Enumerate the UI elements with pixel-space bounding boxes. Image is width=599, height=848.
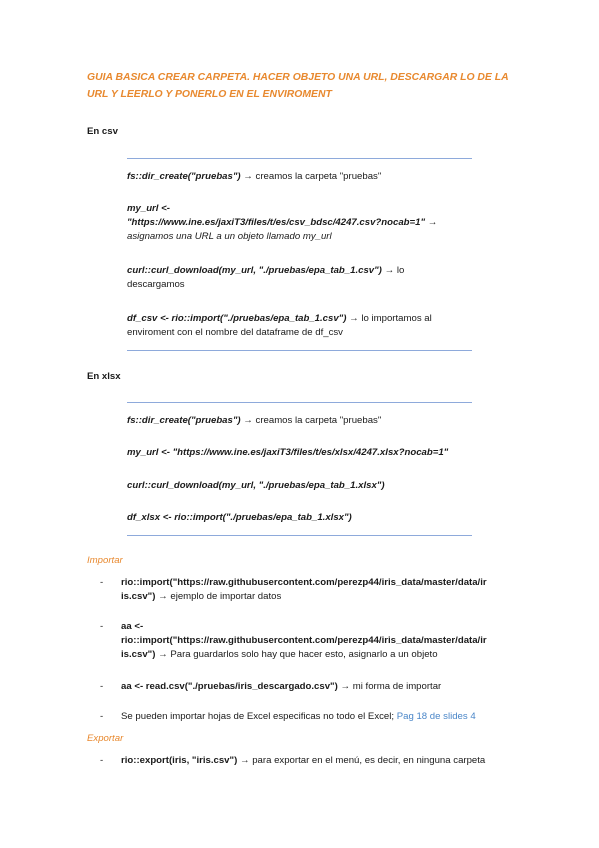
code-text: aa <- read.csv("./pruebas/iris_descargado.csv") (121, 681, 338, 692)
importar-item-2 (100, 620, 520, 662)
csv-top-rule (127, 158, 472, 159)
bullet-dash: - (100, 681, 104, 692)
description-text: lo (396, 265, 405, 276)
code-text: "https://www.ine.es/jaxiT3/files/t/es/csv_bdsc/4247.csv?nocab=1" (127, 216, 426, 228)
code-text: fs::dir_create("pruebas") (127, 171, 241, 182)
bullet-dash: - (100, 577, 104, 588)
bullet-dash: - (100, 621, 104, 632)
csv-line-4 (127, 312, 467, 340)
code-text: df_xlsx <- rio::import("./pruebas/epa_tab_1.xlsx") (127, 512, 352, 523)
csv-bottom-rule (127, 350, 472, 351)
description-text: lo importamos al (361, 313, 432, 324)
exportar-item-1 (100, 754, 520, 768)
code-text: fs::dir_create("pruebas") (127, 415, 241, 426)
arrow-icon: → (384, 265, 395, 276)
csv-heading: En csv (87, 126, 118, 137)
csv-line-1 (127, 170, 467, 184)
document-title: GUIA BASICA CREAR CARPETA. HACER OBJETO UNA URL, DESCARGAR LO DE LA URL Y LEERLO Y PONERLO EN EL ENVIROMENT (87, 72, 509, 100)
slides-link[interactable]: Pag 18 de slides 4 (396, 711, 476, 722)
xlsx-bottom-rule (127, 535, 472, 536)
description-text: mi forma de importar (352, 681, 442, 692)
code-text: aa <- (121, 621, 144, 632)
description-text: creamos la carpeta "pruebas" (255, 415, 382, 426)
code-text: curl::curl_download(my_url, "./pruebas/epa_tab_1.xlsx") (127, 480, 385, 491)
arrow-icon: → (243, 171, 253, 182)
arrow-icon: → (158, 648, 168, 660)
csv-line-3 (127, 264, 467, 292)
code-text: my_url <- "https://www.ine.es/jaxiT3/files/t/es/xlsx/4247.xlsx?nocab=1" (127, 447, 449, 458)
xlsx-line-2 (127, 446, 477, 460)
xlsx-heading: En xlsx (87, 371, 121, 382)
arrow-icon: → (340, 681, 351, 692)
exportar-label: Exportar (87, 733, 124, 744)
xlsx-line-3 (127, 479, 467, 493)
arrow-icon: → (427, 216, 438, 228)
xlsx-line-4 (127, 511, 467, 525)
description-text: enviroment con el nombre del dataframe de df_csv (127, 326, 343, 338)
description-text: Se pueden importar hojas de Excel especificas no todo el Excel; (121, 711, 395, 722)
csv-line-2 (127, 202, 467, 244)
description-text: para exportar en el menú, es decir, en ninguna carpeta (252, 755, 486, 766)
xlsx-line-1 (127, 414, 467, 428)
description-text: Para guardarlos solo hay que hacer esto, asignarlo a un objeto (170, 648, 438, 660)
code-text: my_url <- (127, 203, 170, 214)
description-text: ejemplo de importar datos (170, 590, 282, 602)
description-text: creamos la carpeta "pruebas" (255, 171, 382, 182)
importar-label: Importar (87, 555, 123, 566)
code-text: is.csv") (121, 648, 156, 660)
xlsx-top-rule (127, 402, 472, 403)
bullet-dash: - (100, 755, 104, 766)
code-text: rio::import("https://raw.githubusercontent.com/perezp44/iris_data/master/data/ir (121, 577, 487, 588)
description-text: asignamos una URL a un objeto llamado my_url (127, 230, 332, 242)
arrow-icon: → (239, 755, 250, 766)
importar-item-1 (100, 576, 520, 604)
importar-item-4 (100, 710, 520, 724)
code-text: df_csv <- rio::import("./pruebas/epa_tab_1.csv") (127, 313, 347, 324)
arrow-icon: → (243, 415, 253, 426)
description-text: descargamos (127, 278, 185, 290)
code-text: curl::curl_download(my_url, "./pruebas/epa_tab_1.csv") (127, 265, 382, 276)
code-text: is.csv") (121, 590, 156, 602)
code-text: rio::export(iris, "iris.csv") (121, 755, 238, 766)
importar-item-3 (100, 680, 520, 694)
arrow-icon: → (158, 590, 168, 602)
code-text: rio::import("https://raw.githubusercontent.com/perezp44/iris_data/master/data/ir (121, 634, 487, 646)
bullet-dash: - (100, 711, 104, 722)
arrow-icon: → (349, 313, 359, 324)
